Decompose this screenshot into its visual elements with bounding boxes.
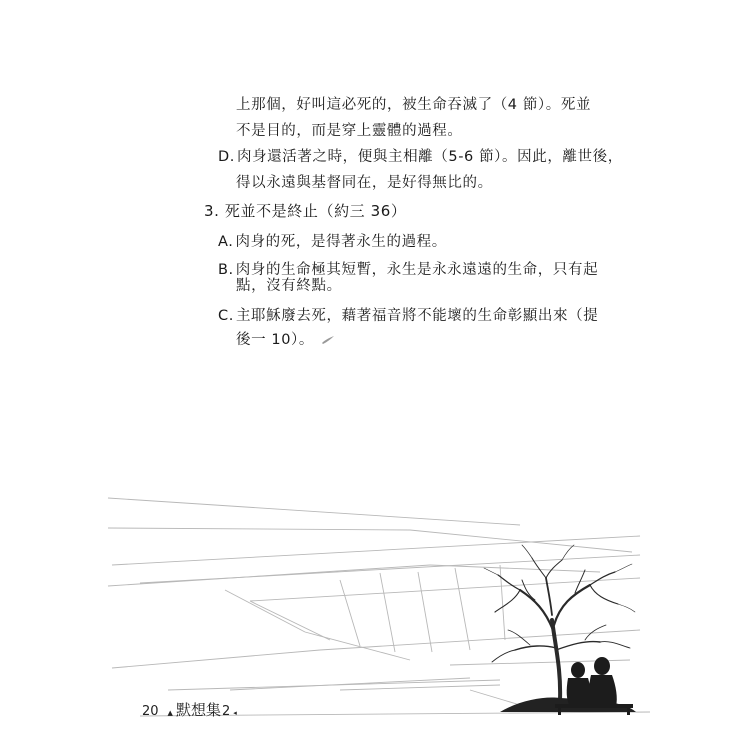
- body-line: 得以永遠與基督同在，是好得無比的。: [236, 175, 493, 191]
- item-marker: D.: [218, 149, 235, 165]
- item-text: 肉身的死，是得著永生的過程。: [235, 234, 447, 250]
- item-text: 肉身的生命極其短暫，永生是永永遠遠的生命，只有起: [235, 262, 599, 278]
- volume-number: 2: [221, 704, 231, 719]
- item-text: 主耶穌廢去死，藉著福音將不能壞的生命彰顯出來（提: [235, 308, 599, 324]
- triangle-icon: ▲: [167, 709, 173, 717]
- section-heading: 3. 死並不是終止（約三 36）: [204, 202, 407, 220]
- page-footer: [142, 699, 240, 721]
- page-number: 20: [142, 704, 159, 719]
- item-text: 肉身還活著之時，便與主相離（5-6 節）。因此，離世後，: [236, 149, 623, 165]
- item-marker: C.: [218, 308, 234, 324]
- item-marker: B.: [218, 262, 234, 278]
- book-title-suffix: 集: [205, 701, 221, 719]
- body-line: 不是目的，而是穿上靈體的過程。: [236, 123, 463, 139]
- book-title: 默想: [175, 701, 206, 719]
- body-line: 上那個，好叫這必死的，被生命吞滅了（4 節）。死並: [236, 97, 592, 113]
- triangle-icon: ◂: [233, 709, 237, 717]
- item-text: 後一 10）。: [236, 332, 315, 348]
- item-marker: A.: [218, 234, 234, 250]
- body-line: 點，沒有終點。: [236, 278, 342, 294]
